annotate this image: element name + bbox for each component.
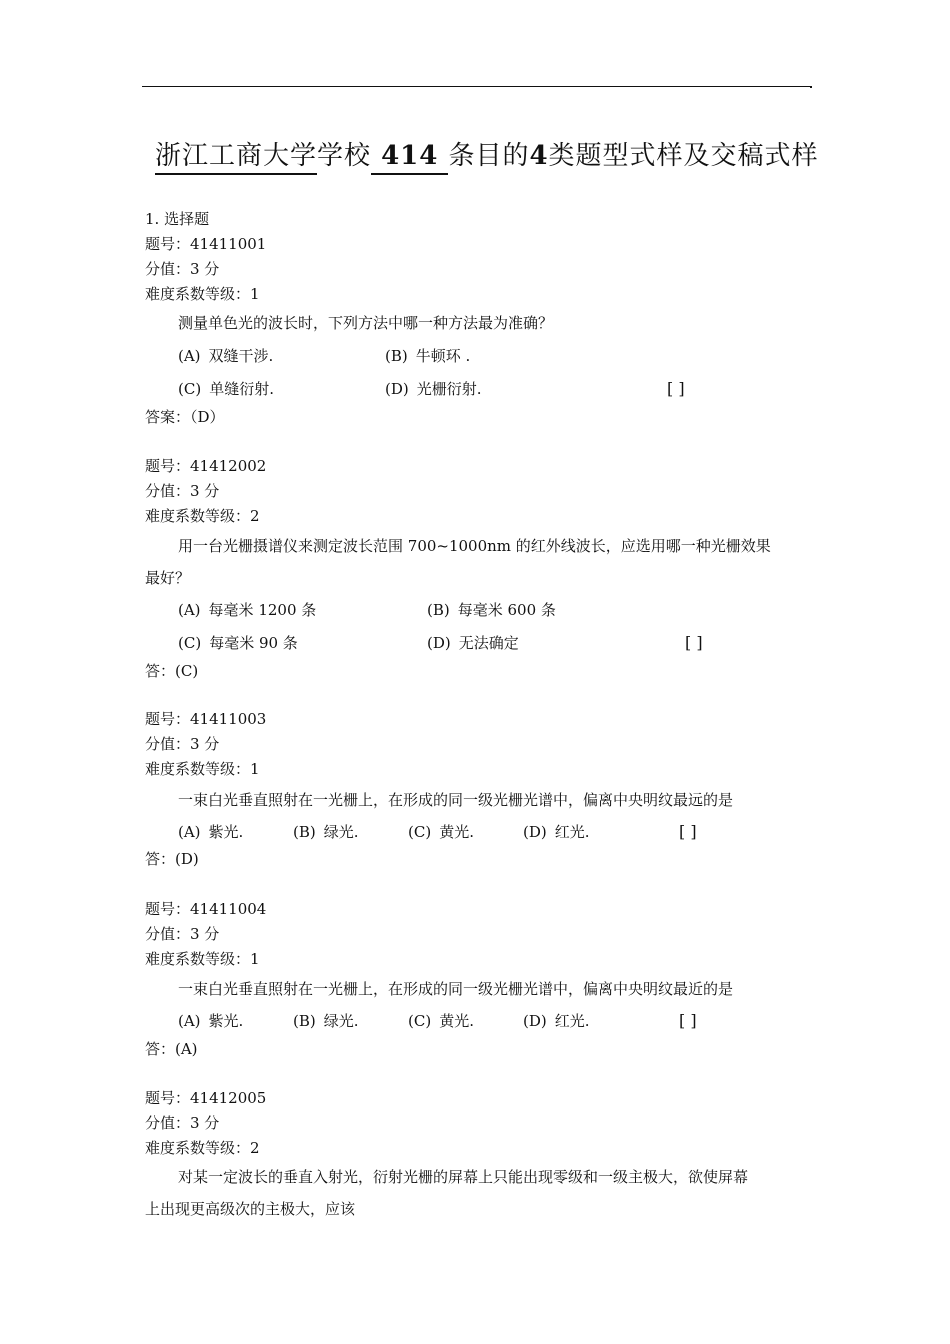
question-id: 题号：41412005 — [145, 1089, 267, 1107]
option-c: (C) 黄光. — [408, 1012, 474, 1030]
question-stem-continued: 最好？ — [145, 569, 191, 587]
question-stem: 一束白光垂直照射在一光栅上，在形成的同一级光栅光谱中，偏离中央明纹最近的是 — [178, 980, 734, 998]
option-a: (A) 双缝干涉. — [178, 347, 274, 365]
option-d: (D) 红光. — [523, 823, 590, 841]
option-c: (C) 黄光. — [408, 823, 474, 841]
question-stem: 用一台光栅摄谱仪来测定波长范围 700~1000nm 的红外线波长，应选用哪一种光栅效果 — [178, 537, 771, 555]
question-difficulty: 难度系数等级：2 — [145, 507, 260, 525]
title-code: 414 — [371, 139, 448, 175]
answer-bracket: [ ] — [679, 1011, 697, 1030]
header-rule-end-mark — [810, 86, 812, 88]
question-score: 分值：3 分 — [145, 925, 220, 943]
question-id: 题号：41411003 — [145, 710, 267, 728]
question-difficulty: 难度系数等级：1 — [145, 760, 260, 778]
answer: 答：(D) — [145, 850, 199, 868]
header-rule — [142, 86, 810, 87]
question-stem: 对某一定波长的垂直入射光，衍射光栅的屏幕上只能出现零级和一级主极大，欲使屏幕 — [178, 1168, 749, 1186]
option-b: (B) 绿光. — [293, 1012, 359, 1030]
question-score: 分值：3 分 — [145, 1114, 220, 1132]
question-stem: 测量单色光的波长时，下列方法中哪一种方法最为准确？ — [178, 314, 554, 332]
option-b: (B) 牛顿环 . — [385, 347, 471, 365]
title-university: 浙江工商大学 — [155, 139, 317, 175]
question-stem: 一束白光垂直照射在一光栅上，在形成的同一级光栅光谱中，偏离中央明纹最远的是 — [178, 791, 734, 809]
option-b: (B) 每毫米 600 条 — [427, 601, 556, 619]
answer: 答：(C) — [145, 662, 199, 680]
question-score: 分值：3 分 — [145, 260, 220, 278]
option-d: (D) 光栅衍射. — [385, 380, 482, 398]
question-id: 题号：41412002 — [145, 457, 267, 475]
option-a: (A) 每毫米 1200 条 — [178, 601, 317, 619]
title-rest: 类题型式样及交稿式样 — [548, 141, 819, 171]
option-c: (C) 单缝衍射. — [178, 380, 274, 398]
question-difficulty: 难度系数等级：2 — [145, 1139, 260, 1157]
question-score: 分值：3 分 — [145, 482, 220, 500]
option-b: (B) 绿光. — [293, 823, 359, 841]
question-difficulty: 难度系数等级：1 — [145, 285, 260, 303]
option-d: (D) 红光. — [523, 1012, 590, 1030]
answer-bracket: [ ] — [679, 822, 697, 841]
answer: 答：(A) — [145, 1040, 198, 1058]
question-score: 分值：3 分 — [145, 735, 220, 753]
title-count: 4 — [529, 141, 549, 171]
answer-bracket: [ ] — [685, 633, 703, 652]
option-a: (A) 紫光. — [178, 1012, 244, 1030]
page-title — [155, 136, 819, 176]
question-stem-continued: 上出现更高级次的主极大，应该 — [145, 1200, 356, 1218]
question-difficulty: 难度系数等级：1 — [145, 950, 260, 968]
title-school: 学校 — [317, 141, 372, 171]
answer: 答案：（D） — [145, 408, 225, 426]
question-id: 题号：41411001 — [145, 235, 267, 253]
option-a: (A) 紫光. — [178, 823, 244, 841]
section-heading: 1. 选择题 — [145, 210, 210, 228]
option-d: (D) 无法确定 — [427, 634, 519, 652]
title-items: 条目的 — [448, 141, 530, 171]
answer-bracket: [ ] — [667, 379, 685, 398]
question-id: 题号：41411004 — [145, 900, 267, 918]
option-c: (C) 每毫米 90 条 — [178, 634, 298, 652]
